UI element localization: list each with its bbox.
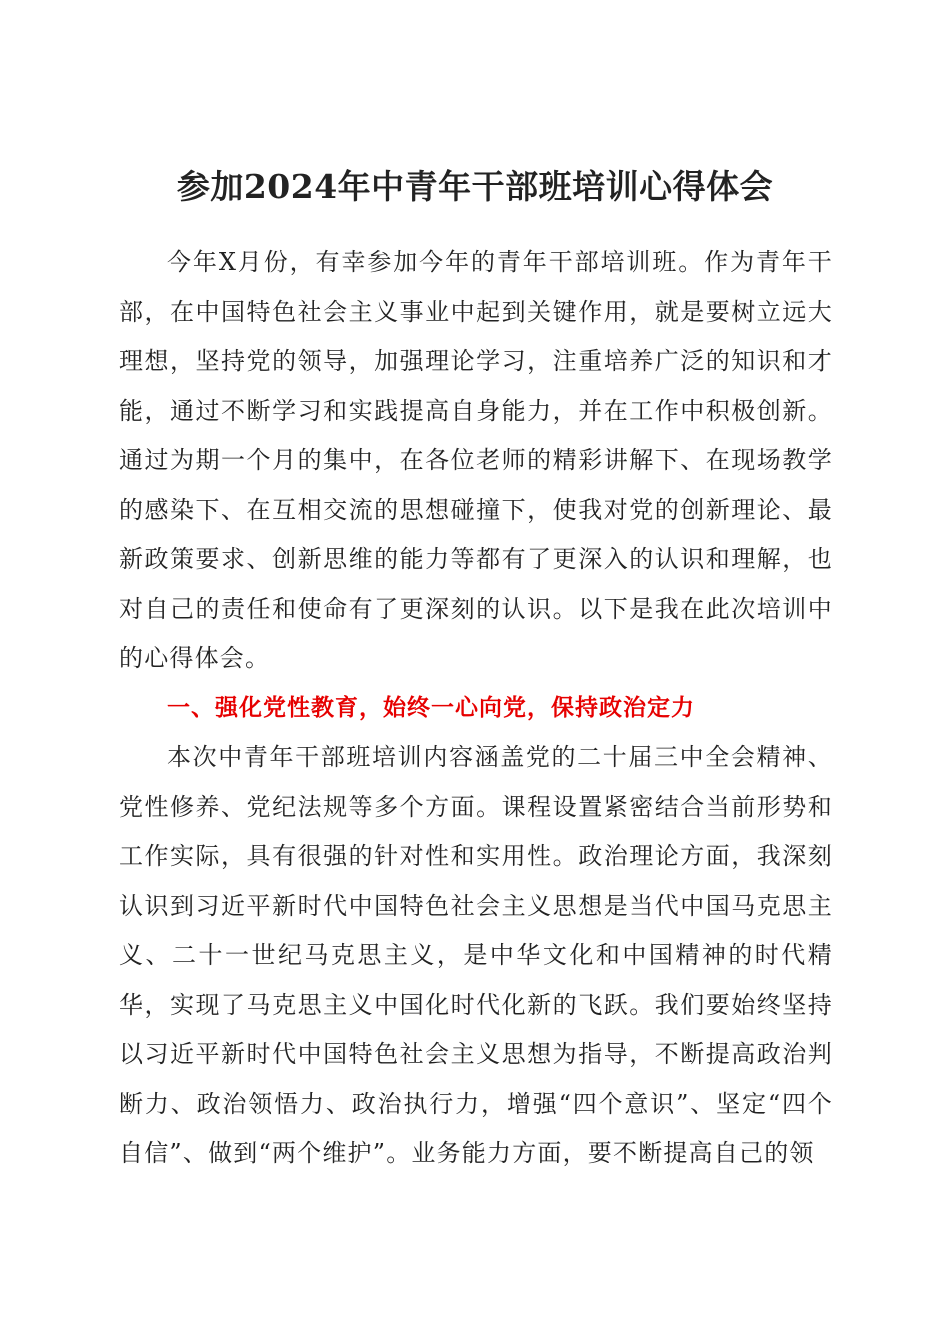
intro-paragraph: 今年X月份，有幸参加今年的青年干部培训班。作为青年干部，在中国特色社会主义事业中起到关键作用，就是要树立远大理想，坚持党的领导，加强理论学习，注重培养广泛的知识和才能，通过不断学习和实践提高自身能力，并在工作中积极创新。通过为期一个月的集中，在各位老师的精彩讲解下、在现场教学的感染下、在互相交流的思想碰撞下，使我对党的创新理论、最新政策要求、创新思维的能力等都有了更深入的认识和理解，也对自己的责任和使命有了更深刻的认识。以下是我在此次培训中的心得体会。: [119, 248, 833, 672]
section-heading: 一、强化党性教育，始终一心向党，保持政治定力: [167, 694, 695, 721]
document-title: 参加2024年中青年干部班培训心得体会: [176, 167, 774, 206]
section-paragraph: 本次中青年干部班培训内容涵盖党的二十届三中全会精神、党性修养、党纪法规等多个方面。课程设置紧密结合当前形势和工作实际，具有很强的针对性和实用性。政治理论方面，我深刻认识到习近平新时代中国特色社会主义思想是当代中国马克思主义、二十一世纪马克思主义，是中华文化和中国精神的时代精华，实现了马克思主义中国化时代化新的飞跃。我们要始终坚持以习近平新时代中国特色社会主义思想为指导，不断提高政治判断力、政治领悟力、政治执行力，增强“四个意识”、坚定“四个自信”、做到“两个维护”。业务能力方面，要不断提高自己的领: [119, 743, 833, 1167]
document-body: [119, 238, 833, 1179]
